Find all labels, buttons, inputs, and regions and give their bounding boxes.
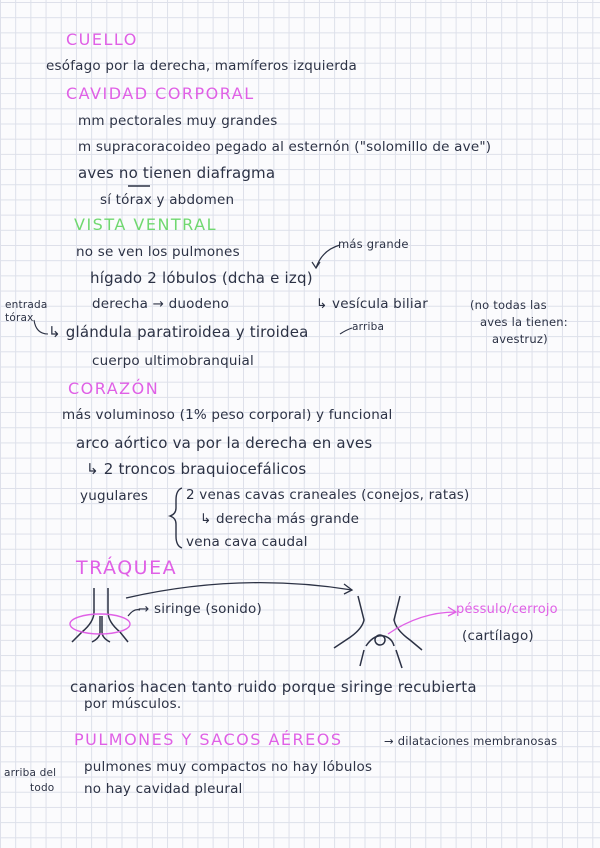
note-arco-aortico: arco aórtico va por la derecha en aves: [76, 434, 373, 452]
note-troncos: ↳ 2 troncos braquiocefálicos: [86, 460, 307, 478]
note-voluminoso: más voluminoso (1% peso corporal) y funcional: [62, 407, 393, 423]
arrow-mas-grande: [316, 245, 340, 268]
arrow-between-sketches: [126, 583, 352, 598]
label-siringe: → siringe (sonido): [138, 601, 262, 617]
label-cartilago: (cartílago): [462, 628, 534, 644]
note-vesicula: ↳ vesícula biliar: [316, 296, 429, 312]
note-higado: hígado 2 lóbulos (dcha e izq): [90, 269, 313, 287]
heading-cavidad-corporal: CAVIDAD CORPORAL: [66, 84, 255, 103]
heading-pulmones-sacos: PULMONES Y SACOS AÉREOS: [74, 730, 343, 749]
heading-traquea: TRÁQUEA: [76, 557, 178, 579]
note-dilataciones: → dilataciones membranosas: [384, 734, 558, 748]
label-pessulo: péssulo/cerrojo: [456, 602, 558, 617]
note-musculos: por músculos.: [84, 696, 182, 712]
note-no-todas-2: aves la tienen:: [480, 315, 568, 329]
note-torax-side: tórax: [5, 312, 34, 324]
note-diafragma: aves no tienen diafragma: [78, 164, 276, 182]
note-venas-cavas: 2 venas cavas craneales (conejos, ratas): [186, 487, 470, 503]
note-todo: todo: [30, 782, 55, 794]
heading-corazon: CORAZÓN: [68, 379, 160, 398]
note-pulmones-no: no se ven los pulmones: [76, 244, 240, 260]
note-pulmones-compactos: pulmones muy compactos no hay lóbulos: [84, 759, 373, 775]
note-glandula: ↳ glándula paratiroidea y tiroidea: [48, 323, 309, 341]
note-no-todas-3: avestruz): [492, 332, 548, 346]
note-pectorales: mm pectorales muy grandes: [78, 113, 278, 129]
note-esofago: esófago por la derecha, mamíferos izquierda: [46, 58, 357, 74]
note-vena-caudal: vena cava caudal: [186, 534, 308, 550]
note-arriba: arriba: [352, 321, 385, 333]
note-cuerpo: cuerpo ultimobranquial: [92, 353, 254, 369]
note-arriba-del: arriba del: [4, 767, 57, 779]
heading-cuello: CUELLO: [66, 30, 138, 49]
note-entrada: entrada: [5, 299, 48, 311]
arrow-entrada-torax: [34, 320, 48, 334]
note-yugulares: yugulares: [80, 488, 149, 504]
note-mas-grande: más grande: [338, 237, 409, 251]
brace-yugulares: [170, 488, 182, 548]
note-supracoracoideo: m supracoracoideo pegado al esternón ("solomillo de ave"): [78, 139, 492, 155]
note-derecha-grande: ↳ derecha más grande: [200, 511, 360, 527]
note-no-todas-1: (no todas las: [470, 298, 547, 312]
heading-vista-ventral: VISTA VENTRAL: [74, 215, 218, 234]
note-no-cavidad-pleural: no hay cavidad pleural: [84, 781, 243, 797]
note-canarios: canarios hacen tanto ruido porque siringe recubierta: [70, 678, 477, 696]
arrow-pessulo: [388, 612, 456, 634]
trachea-sketch-right: [334, 596, 422, 668]
note-derecha-duodeno: derecha → duodeno: [92, 296, 230, 312]
note-torax-abdomen: sí tórax y abdomen: [100, 192, 235, 208]
